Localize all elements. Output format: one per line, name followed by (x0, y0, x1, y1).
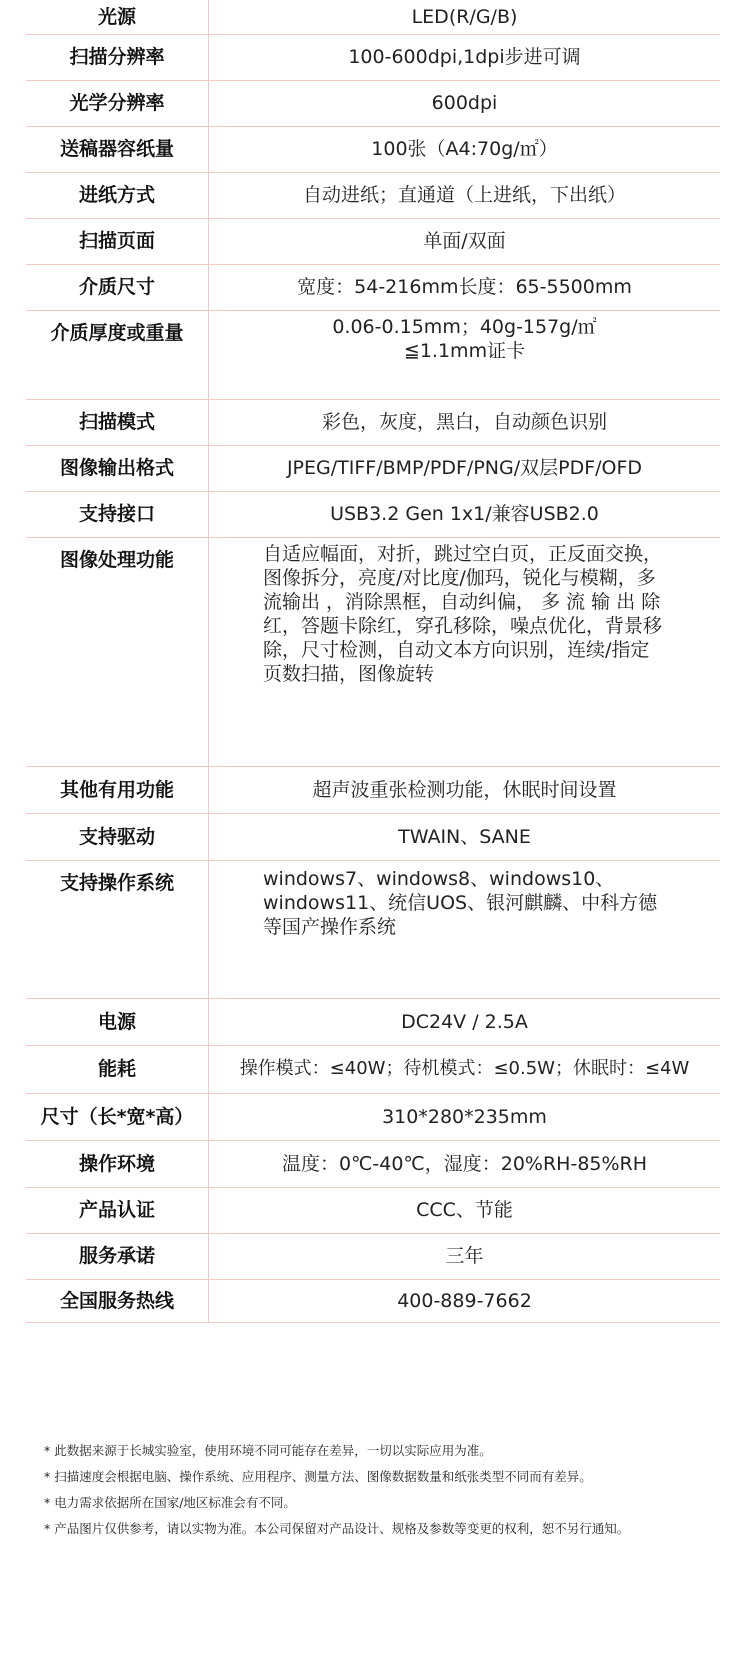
spec-row-service (26, 1233, 720, 1279)
spec-row-scan-sides (26, 218, 720, 264)
spec-value: 310*280*235mm (209, 1093, 721, 1140)
spec-row-environment (26, 1140, 720, 1187)
spec-value-line: 0.06-0.15mm；40g-157g/㎡ (332, 315, 597, 338)
spec-label: 能耗 (26, 1045, 209, 1093)
spec-row-feed-method (26, 172, 720, 218)
spec-label: 支持驱动 (26, 813, 209, 860)
spec-row-drivers (26, 813, 720, 860)
spec-value: 600dpi (209, 80, 721, 126)
footnote: * 扫描速度会根据电脑、操作系统、应用程序、测量方法、图像数据数量和纸张类型不同而有差异。 (44, 1469, 592, 1484)
spec-value (209, 860, 721, 998)
spec-label: 支持操作系统 (26, 860, 209, 998)
spec-value-line: 图像拆分，亮度/对比度/伽玛，锐化与模糊，多 (263, 566, 656, 589)
spec-value (209, 537, 721, 766)
spec-value-line: 自适应幅面，对折，跳过空白页，正反面交换， (263, 542, 663, 565)
spec-label: 进纸方式 (26, 172, 209, 218)
spec-value-line: 页数扫描，图像旋转 (263, 662, 435, 685)
spec-row-scan-mode (26, 399, 720, 445)
spec-row-media-size (26, 264, 720, 310)
spec-value: LED(R/G/B) (209, 0, 721, 34)
spec-label: 产品认证 (26, 1187, 209, 1233)
spec-row-certification (26, 1187, 720, 1233)
spec-value: JPEG/TIFF/BMP/PDF/PNG/双层PDF/OFD (209, 445, 721, 491)
spec-label: 扫描模式 (26, 399, 209, 445)
spec-row-operating-systems (26, 860, 720, 998)
spec-value (209, 310, 721, 399)
spec-value: 宽度：54-216mm长度：65-5500mm (209, 264, 721, 310)
spec-label: 介质尺寸 (26, 264, 209, 310)
spec-table (26, 0, 720, 1323)
spec-value-line: 除，尺寸检测，自动文本方向识别，连续/指定 (263, 638, 650, 661)
spec-value-line: windows7、windows8、windows10、 (263, 867, 615, 890)
spec-row-output-format (26, 445, 720, 491)
spec-value: 温度：0℃-40℃，湿度：20%RH-85%RH (209, 1140, 721, 1187)
spec-value: 400-889-7662 (209, 1279, 721, 1322)
spec-value: 100张（A4:70g/㎡） (209, 126, 721, 172)
spec-row-optical-resolution (26, 80, 720, 126)
footnote: * 此数据来源于长城实验室，使用环境不同可能存在差异，一切以实际应用为准。 (44, 1443, 492, 1458)
spec-label: 送稿器容纸量 (26, 126, 209, 172)
spec-value: 超声波重张检测功能，休眠时间设置 (209, 766, 721, 813)
spec-label: 图像输出格式 (26, 445, 209, 491)
spec-value: 彩色，灰度，黑白，自动颜色识别 (209, 399, 721, 445)
spec-label: 介质厚度或重量 (26, 310, 209, 399)
spec-row-light-source (26, 0, 720, 34)
spec-value: 三年 (209, 1233, 721, 1279)
spec-value: 100-600dpi,1dpi步进可调 (209, 34, 721, 80)
spec-label: 图像处理功能 (26, 537, 209, 766)
spec-row-media-thickness (26, 310, 720, 399)
spec-label: 扫描分辨率 (26, 34, 209, 80)
spec-label: 全国服务热线 (26, 1279, 209, 1322)
spec-row-power-consumption (26, 1045, 720, 1093)
spec-label: 服务承诺 (26, 1233, 209, 1279)
spec-row-image-processing (26, 537, 720, 766)
spec-row-power (26, 998, 720, 1045)
spec-label: 扫描页面 (26, 218, 209, 264)
spec-label: 尺寸（长*宽*高） (26, 1093, 209, 1140)
spec-label: 支持接口 (26, 491, 209, 537)
spec-value: 操作模式：≤40W；待机模式：≤0.5W；休眠时：≤4W (209, 1045, 721, 1093)
spec-row-dimensions (26, 1093, 720, 1140)
spec-row-interface (26, 491, 720, 537)
spec-row-feeder-capacity (26, 126, 720, 172)
spec-value: DC24V / 2.5A (209, 998, 721, 1045)
spec-value-line: 流输出 ，消除黑框，自动纠偏， 多 流 输 出 除 (263, 590, 661, 613)
spec-label: 电源 (26, 998, 209, 1045)
footnotes (44, 1438, 734, 1542)
spec-value-line: ≦1.1mm证卡 (403, 339, 526, 362)
spec-row-other-functions (26, 766, 720, 813)
spec-row-hotline (26, 1279, 720, 1322)
footnote: * 产品图片仅供参考，请以实物为准。本公司保留对产品设计、规格及参数等变更的权利，恕不另行通知。 (44, 1521, 630, 1536)
spec-label: 光学分辨率 (26, 80, 209, 126)
footnote: * 电力需求依据所在国家/地区标准会有不同。 (44, 1495, 296, 1510)
spec-value: 自动进纸；直通道（上进纸，下出纸） (209, 172, 721, 218)
spec-value: CCC、节能 (209, 1187, 721, 1233)
spec-value-line: windows11、统信UOS、银河麒麟、中科方德 (263, 891, 658, 914)
spec-label: 光源 (26, 0, 209, 34)
spec-value-line: 等国产操作系统 (263, 915, 397, 938)
spec-value: TWAIN、SANE (209, 813, 721, 860)
spec-value: 单面/双面 (209, 218, 721, 264)
spec-value: USB3.2 Gen 1x1/兼容USB2.0 (209, 491, 721, 537)
spec-label: 其他有用功能 (26, 766, 209, 813)
spec-label: 操作环境 (26, 1140, 209, 1187)
spec-row-scan-resolution (26, 34, 720, 80)
spec-value-line: 红，答题卡除红，穿孔移除，噪点优化，背景移 (263, 614, 663, 637)
